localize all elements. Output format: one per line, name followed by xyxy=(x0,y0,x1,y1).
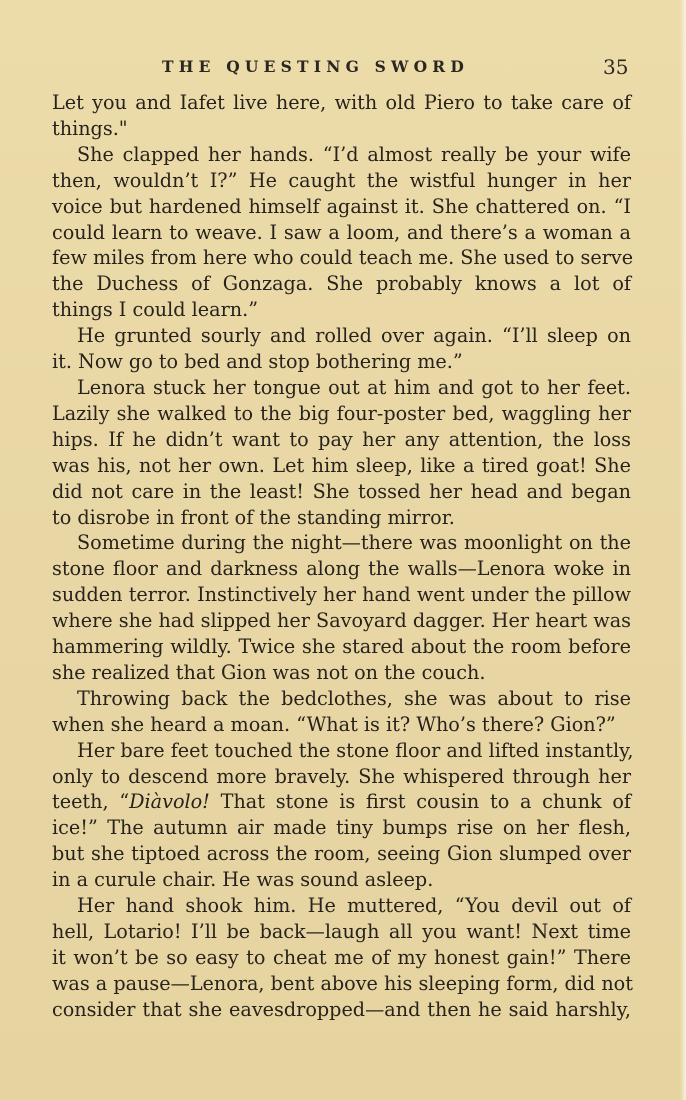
text-line: few miles from here who could teach me. She used to serve xyxy=(52,246,634,270)
text-line: teeth, “Diàvolo! That stone is first cousin to a chunk of xyxy=(52,790,631,814)
text-line: where she had slipped her Savoyard dagger. Her heart was xyxy=(52,609,631,633)
text-line: hammering wildly. Twice she stared about the room before xyxy=(52,635,631,659)
text-line: to disrobe in front of the standing mirror. xyxy=(52,505,455,529)
text-line: stone floor and darkness along the walls—Lenora woke in xyxy=(52,557,631,581)
text-line: Her hand shook him. He muttered, “You devil out of xyxy=(77,894,631,918)
paragraph xyxy=(27,90,631,142)
text-line: Sometime during the night—there was moonlight on the xyxy=(77,531,631,555)
text-line: she realized that Gion was not on the couch. xyxy=(52,660,486,684)
text-line: only to descend more bravely. She whispered through her xyxy=(52,764,631,788)
text-line: voice but hardened himself against it. She chattered on. “I xyxy=(52,194,631,218)
text-line: was a pause—Lenora, bent above his sleeping form, did not xyxy=(52,971,633,995)
paragraph xyxy=(27,738,634,893)
text-line: it. Now go to bed and stop bothering me.” xyxy=(52,350,463,374)
text-line: Her bare feet touched the stone floor and lifted instantly, xyxy=(77,738,634,762)
text-line: sudden terror. Instinctively her hand went under the pillow xyxy=(52,583,631,607)
text-line: Lenora stuck her tongue out at him and got to her feet. xyxy=(77,375,631,399)
text-line: in a curule chair. He was sound asleep. xyxy=(52,868,434,892)
paragraph xyxy=(27,893,631,1023)
text-line: ice!” The autumn air made tiny bumps rise on her flesh, xyxy=(52,816,631,840)
paragraph xyxy=(27,323,631,375)
text-line: She clapped her hands. “I’d almost really be your wife xyxy=(77,142,631,166)
text-line: Throwing back the bedclothes, she was about to rise xyxy=(77,686,631,710)
body-text xyxy=(27,90,634,1023)
paragraph xyxy=(27,375,631,530)
text-line: did not care in the least! She tossed her head and began xyxy=(52,479,631,503)
text-line: hell, Lotario! I’ll be back—laugh all you want! Next time xyxy=(52,920,631,943)
text-line: things I could learn.” xyxy=(52,298,259,322)
running-header xyxy=(0,56,686,80)
text-line: when she heard a moan. “What is it? Who’s there? Gion?” xyxy=(52,712,616,736)
text-line: things." xyxy=(52,116,128,140)
text-line: hips. If he didn’t want to pay her any attention, the loss xyxy=(52,427,631,451)
running-title: THE QUESTING SWORD xyxy=(162,57,470,76)
text-line: consider that she eavesdropped—and then he said harshly, xyxy=(52,997,631,1021)
paragraph xyxy=(27,530,631,685)
text-line: was his, not her own. Let him sleep, like a tired goat! She xyxy=(52,453,631,477)
paragraph xyxy=(27,686,631,738)
text-line: then, wouldn’t I?” He caught the wistful hunger in her xyxy=(52,168,631,192)
text-line: could learn to weave. I saw a loom, and there’s a woman a xyxy=(52,220,631,244)
text-line: it won’t be so easy to cheat me of my honest gain!” There xyxy=(52,945,631,969)
text-line: Let you and Iafet live here, with old Piero to take care of xyxy=(52,91,631,114)
paragraph xyxy=(27,142,634,323)
text-line: Lazily she walked to the big four-poster bed, waggling her xyxy=(52,401,631,425)
text-line: He grunted sourly and rolled over again. “I’ll sleep on xyxy=(77,324,631,348)
page-number: 35 xyxy=(603,55,629,79)
text-line: the Duchess of Gonzaga. She probably knows a lot of xyxy=(52,272,631,296)
text-line: but she tiptoed across the room, seeing Gion slumped over xyxy=(52,842,631,866)
